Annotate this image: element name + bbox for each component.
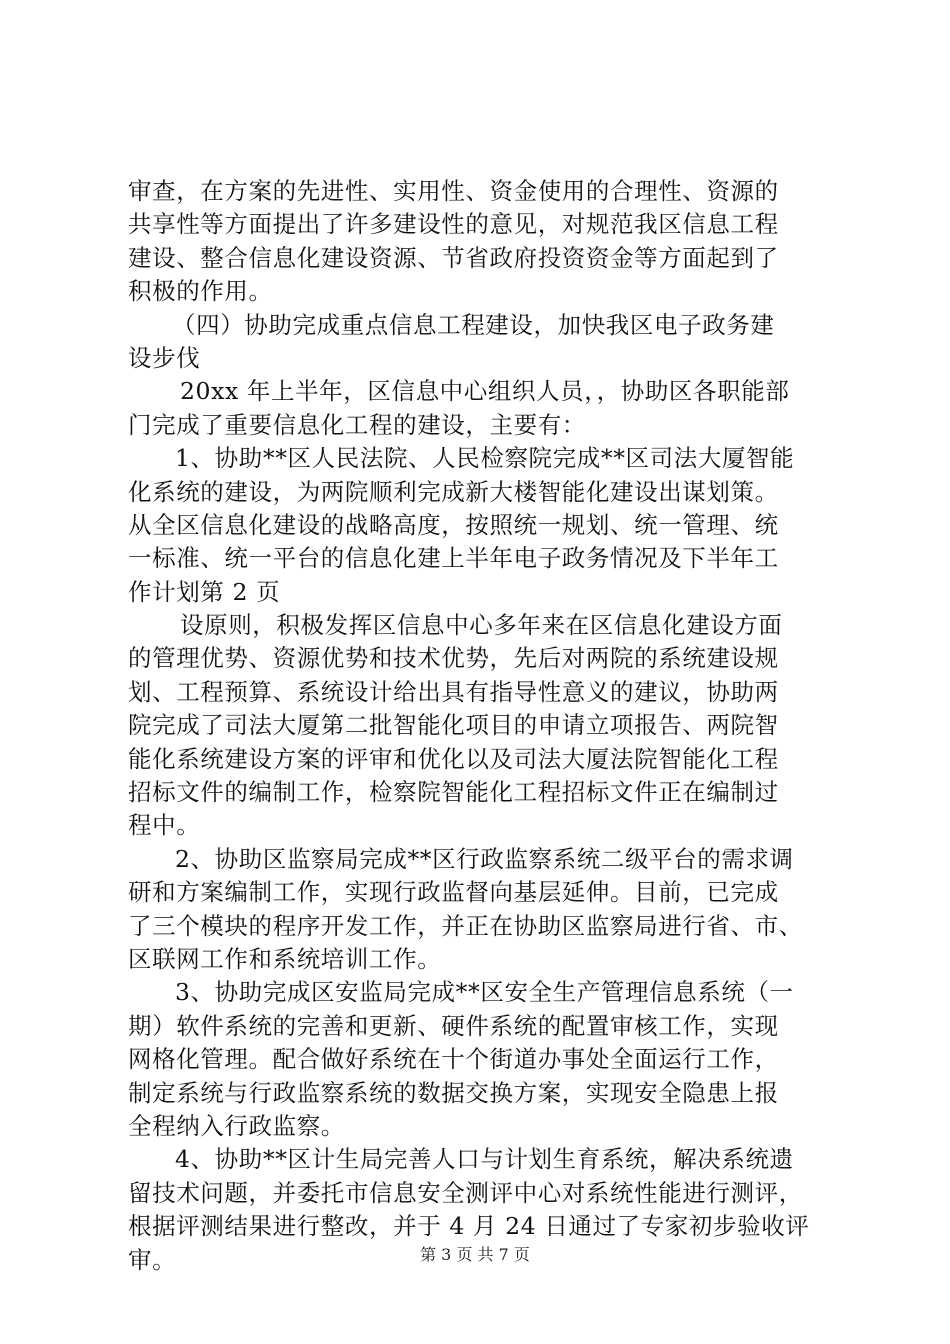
list-item-start: 3、协助完成区安监局完成**区安全生产管理信息系统（一 [175, 978, 794, 1007]
text-line: 共享性等方面提出了许多建设性的意见，对规范我区信息工程 [128, 210, 779, 239]
text-line: 全程纳入行政监察。 [128, 1111, 345, 1140]
document-body [128, 175, 840, 1277]
text-line: 留技术问题，并委托市信息安全测评中心对系统性能进行测评， [128, 1178, 803, 1207]
text-line: 审查，在方案的先进性、实用性、资金使用的合理性、资源的 [128, 177, 779, 205]
text-line: 了三个模块的程序开发工作，并正在协助区监察局进行省、市、 [128, 911, 803, 940]
section-heading-continued: 设步伐 [128, 343, 201, 372]
text-line: 门完成了重要信息化工程的建设，主要有： [128, 410, 586, 439]
list-item-start: 1、协助**区人民法院、人民检察院完成**区司法大厦智能 [175, 444, 795, 473]
text-line: 20xx 年上半年，区信息中心组织人员，，协助区各职能部 [180, 377, 790, 406]
page-number-label: 第 3 页 共 7 页 [420, 1245, 530, 1264]
text-line: 从全区信息化建设的战略高度，按照统一规划、统一管理、统 [128, 510, 779, 539]
text-line: 根据评测结果进行整改，并于 4 月 24 日通过了专家初步验收评 [128, 1212, 810, 1241]
text-line: 化系统的建设，为两院顺利完成新大楼智能化建设出谋划策。 [128, 477, 779, 506]
text-line: 院完成了司法大厦第二批智能化项目的申请立项报告、两院智 [128, 711, 779, 740]
page-footer [0, 1245, 950, 1265]
text-line: 审。 [128, 1245, 177, 1274]
section-heading: （四）协助完成重点信息工程建设，加快我区电子政务建 [172, 310, 775, 339]
text-line: 能化系统建设方案的评审和优化以及司法大厦法院智能化工程 [128, 744, 779, 773]
text-line: 期）软件系统的完善和更新、硬件系统的配置审核工作，实现 [128, 1011, 779, 1040]
list-item-start: 2、协助区监察局完成**区行政监察系统二级平台的需求调 [175, 844, 794, 873]
text-line: 程中。 [128, 811, 201, 840]
text-line: 网格化管理。配合做好系统在十个街道办事处全面运行工作， [128, 1045, 779, 1074]
text-line: 划、工程预算、系统设计给出具有指导性意义的建议，协助两 [128, 677, 779, 706]
text-line: 建设、整合信息化建设资源、节省政府投资资金等方面起到了 [128, 243, 779, 272]
text-line: 的管理优势、资源优势和技术优势，先后对两院的系统建设规 [128, 644, 779, 673]
text-line: 招标文件的编制工作，检察院智能化工程招标文件正在编制过 [128, 778, 779, 807]
text-line: 作计划第 2 页 [128, 577, 281, 606]
text-line: 设原则，积极发挥区信息中心多年来在区信息化建设方面 [180, 611, 783, 640]
text-line: 积极的作用。 [128, 277, 273, 306]
text-line: 区联网工作和系统培训工作。 [128, 944, 442, 973]
list-item-start: 4、协助**区计生局完善人口与计划生育系统，解决系统遗 [175, 1145, 794, 1174]
text-line: 研和方案编制工作，实现行政监督向基层延伸。目前，已完成 [128, 878, 779, 907]
text-line: 一标准、统一平台的信息化建上半年电子政务情况及下半年工 [128, 544, 779, 573]
text-line: 制定系统与行政监察系统的数据交换方案，实现安全隐患上报 [128, 1078, 779, 1107]
